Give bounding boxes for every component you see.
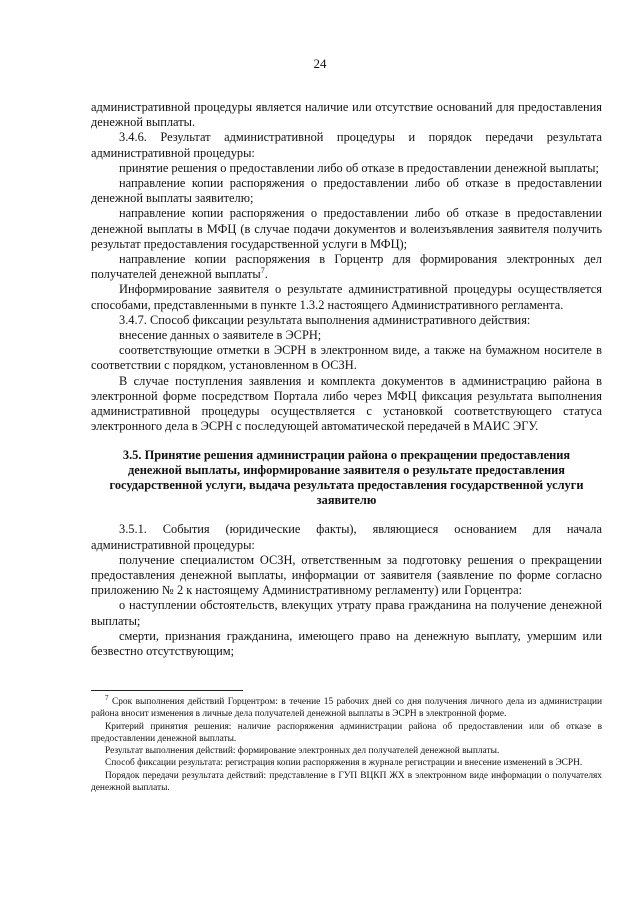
paragraph-text: 3.4.7. Способ фиксации результата выполнения административного действия: — [119, 312, 531, 327]
footnote-text: Порядок передачи результата действий: представление в ГУП ВЦКП ЖХ в электронном виде информации о получателях денежной выплаты. — [91, 770, 602, 794]
paragraph-text: о наступлении обстоятельств, влекущих утрату права гражданина на получение денежной выплаты; — [91, 598, 602, 628]
paragraph-text: направление копии распоряжения о предоставлении либо об отказе в предоставлении денежной выплаты в МФЦ (в случае подачи документов и волеизъявления заявителя получить результат предоставления государственной услуги в МФЦ); — [91, 206, 602, 251]
paragraph-tail: . — [264, 267, 268, 282]
paragraph — [91, 282, 602, 312]
paragraph-text: получение специалистом ОСЗН, ответственным за подготовку решения о прекращении предоставления денежной выплаты, информации от заявителя (заявление по форме согласно приложению № 2 к настоящему Административному регламенту) или Горцентра: — [91, 552, 602, 598]
paragraph — [91, 598, 602, 628]
footnote-text: Критерий принятия решения: наличие распоряжения администрации района об предоставлении или об отказе в предоставлении денежной выплаты. — [91, 721, 602, 744]
paragraph — [91, 100, 602, 130]
paragraph — [91, 313, 602, 328]
paragraph — [91, 328, 602, 343]
footnote — [91, 721, 602, 746]
paragraph-text: соответствующие отметки в ЭСРН в электронном виде, а также на бумажном носителе в соответствии с порядком, установленном в ОСЗН. — [91, 343, 602, 373]
footnote — [91, 745, 602, 757]
section-heading: 3.5. Принятие решения администрации района о прекращении предоставления денежной выплаты, информирование заявителя о результате предоставления государственной услуги, выдача результата предоставления государственной услуги заявителю — [109, 448, 584, 508]
paragraph-text: административной процедуры является наличие или отсутствие оснований для предоставления денежной выплаты. — [91, 100, 602, 130]
paragraph-text: смерти, признания гражданина, имеющего право на денежную выплату, умершим или безвестно отсутствующим; — [91, 628, 602, 659]
paragraph — [91, 252, 602, 282]
document-body — [91, 100, 602, 659]
paragraph-text: 3.5.1. События (юридические факты), являющиеся основанием для начала административной процедуры: — [91, 522, 602, 552]
footnotes — [91, 693, 602, 794]
paragraph — [91, 206, 602, 252]
paragraph-text: направление копии распоряжения в Горцентр для формирования электронных дел получателей денежной выплаты — [91, 252, 602, 282]
paragraph-text: В случае поступления заявления и комплекта документов в администрацию района в электронной форме посредством Портала либо через МФЦ фиксация результата выполнения административной процедуры осуществляется с установкой соответствующего статуса электронного дела в ЭСРН с последующей автоматической передачей в МАИС ЭГУ. — [91, 373, 602, 434]
footnote-ref: 7 — [260, 266, 265, 276]
footnote — [91, 770, 602, 795]
body-section-2 — [91, 522, 602, 659]
paragraph — [91, 161, 602, 176]
paragraph — [91, 522, 602, 552]
paragraph-text: принятие решения о предоставлении либо об отказе в предоставлении денежной выплаты; — [119, 160, 599, 175]
paragraph — [91, 553, 602, 599]
footnote-text: Способ фиксации результата: регистрация копии распоряжения в журнале регистрации и внесение изменений в ЭСРН. — [105, 758, 583, 769]
paragraph — [91, 629, 602, 659]
paragraph — [91, 343, 602, 373]
footnote-text: Результат выполнения действий: формирование электронных дел получателей денежной выплаты. — [105, 746, 500, 757]
footnote — [91, 693, 602, 721]
footnote — [91, 757, 602, 769]
footnote-number: 7 — [105, 693, 109, 702]
paragraph-text: внесение данных о заявителе в ЭСРН; — [119, 328, 322, 343]
footnote-separator — [91, 690, 243, 691]
page-number: 24 — [313, 56, 327, 71]
paragraph-text: 3.4.6. Результат административной процедуры и порядок передачи результата административной процедуры: — [91, 130, 602, 160]
paragraph — [91, 176, 602, 206]
body-section-1 — [91, 100, 602, 434]
paragraph-text: Информирование заявителя о результате административной процедуры осуществляется способами, представленными в пункте 1.3.2 настоящего Административного регламента. — [91, 282, 602, 312]
paragraph — [91, 374, 602, 435]
paragraph-text: направление копии распоряжения о предоставлении либо об отказе в предоставлении денежной выплаты заявителю; — [91, 176, 602, 206]
footnote-text: Срок выполнения действий Горцентром: в течение 15 рабочих дней со дня получения личного дела из администрации района вносит изменения в личные дела получателей денежной выплаты в ЭСРН в электронной форме. — [91, 697, 602, 720]
paragraph — [91, 130, 602, 160]
